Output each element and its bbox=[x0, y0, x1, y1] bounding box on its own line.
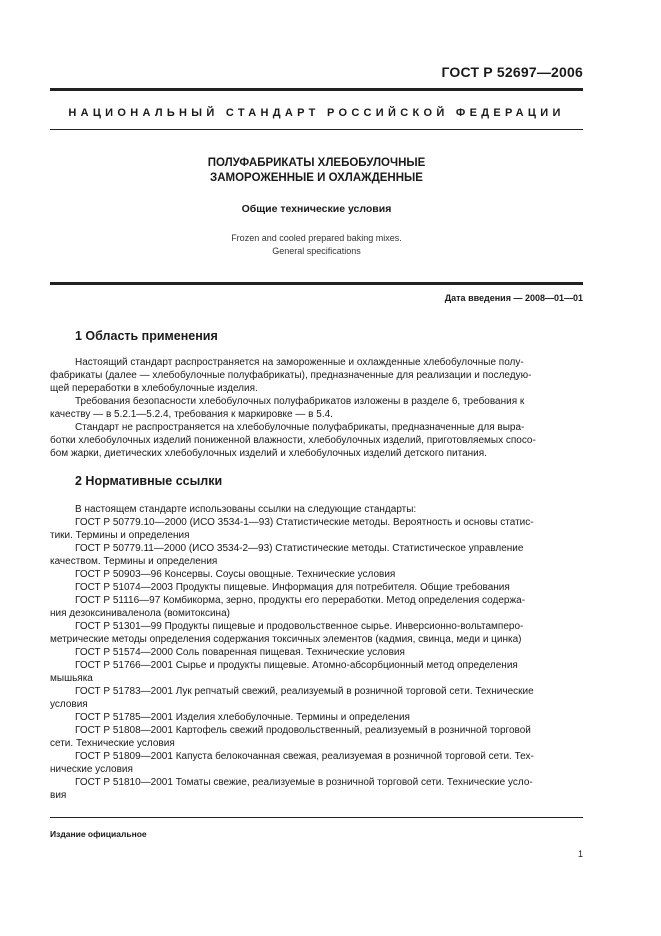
section2-line: метрические методы определения содержания токсичных элементов (кадмия, свинца, меди и цинка) bbox=[50, 634, 522, 645]
section1-line: ботки хлебобулочных изделий пониженной влажности, хлебобулочных изделий, приготовляемых спосо- bbox=[50, 435, 536, 446]
section2-line: вия bbox=[50, 790, 67, 801]
english-title bbox=[50, 232, 583, 258]
section-2-body bbox=[50, 503, 583, 802]
section-1-heading: 1 Область применения bbox=[75, 329, 218, 343]
official-edition-note: Издание официальное bbox=[50, 829, 147, 839]
title-rule bbox=[50, 282, 583, 285]
section2-line: ГОСТ Р 51301—99 Продукты пищевые и продовольственное сырье. Инверсионно-вольтамперо- bbox=[75, 621, 524, 632]
section2-line: тики. Термины и определения bbox=[50, 530, 190, 541]
section2-line: ГОСТ Р 51766—2001 Сырье и продукты пищевые. Атомно-абсорбционный метод определения bbox=[75, 660, 518, 671]
section2-line: ГОСТ Р 51785—2001 Изделия хлебобулочные. Термины и определения bbox=[75, 712, 410, 723]
document-code: ГОСТ Р 52697—2006 bbox=[441, 64, 583, 80]
section2-line: мышьяка bbox=[50, 673, 93, 684]
section1-line: Настоящий стандарт распространяется на замороженные и охлажденные хлебобулочные полу- bbox=[75, 357, 524, 368]
section2-line: ГОСТ Р 51116—97 Комбикорма, зерно, продукты его переработки. Метод определения содержа- bbox=[75, 595, 526, 606]
english-title-line-1: Frozen and cooled prepared baking mixes. bbox=[231, 233, 402, 243]
document-title bbox=[50, 156, 583, 186]
header-rule-top bbox=[50, 88, 583, 91]
introduction-date: Дата введения — 2008—01—01 bbox=[444, 293, 583, 303]
title-line-1: ПОЛУФАБРИКАТЫ ХЛЕБОБУЛОЧНЫЕ bbox=[207, 157, 426, 169]
section-2-heading: 2 Нормативные ссылки bbox=[75, 474, 223, 488]
footer-rule bbox=[50, 817, 583, 818]
document-subtitle: Общие технические условия bbox=[241, 203, 392, 215]
section2-line: ГОСТ Р 51074—2003 Продукты пищевые. Информация для потребителя. Общие требования bbox=[75, 582, 510, 593]
title-line-2: ЗАМОРОЖЕННЫЕ И ОХЛАЖДЕННЫЕ bbox=[210, 172, 423, 184]
section1-line: бом жарки, диетических хлебобулочных изделий и хлебобулочных изделий детского питания. bbox=[50, 448, 487, 459]
section2-line: ГОСТ Р 50779.11—2000 (ИСО 3534-2—93) Статистические методы. Статистическое управление bbox=[75, 543, 524, 554]
section2-line: ГОСТ Р 51783—2001 Лук репчатый свежий, реализуемый в розничной торговой сети. Технические bbox=[75, 686, 534, 697]
section2-line: ГОСТ Р 51574—2000 Соль поваренная пищевая. Технические условия bbox=[75, 647, 405, 658]
section2-line: ния дезоксиниваленола (вомитоксина) bbox=[50, 608, 230, 619]
section2-line: В настоящем стандарте использованы ссылки на следующие стандарты: bbox=[75, 504, 417, 515]
section1-line: Требования безопасности хлебобулочных полуфабрикатов изложены в разделе 6, требования к bbox=[75, 396, 525, 407]
section1-line: качеству — в 5.2.1—5.2.4, требования к маркировке — в 5.4. bbox=[50, 409, 333, 420]
section2-line: ГОСТ Р 51810—2001 Томаты свежие, реализуемые в розничной торговой сети. Технические усло- bbox=[75, 777, 533, 788]
standard-title: НАЦИОНАЛЬНЫЙ СТАНДАРТ РОССИЙСКОЙ ФЕДЕРАЦИИ bbox=[68, 107, 565, 119]
section2-line: качеством. Термины и определения bbox=[50, 556, 218, 567]
section1-line: Стандарт не распространяется на хлебобулочные полуфабрикаты, предназначенные для выра- bbox=[75, 422, 525, 433]
section2-line: условия bbox=[50, 699, 88, 710]
section-1-body bbox=[50, 356, 583, 460]
section2-line: ГОСТ Р 51808—2001 Картофель свежий продовольственный, реализуемый в розничной торговой bbox=[75, 725, 531, 736]
section2-line: ГОСТ Р 51809—2001 Капуста белокочанная свежая, реализуемая в розничной торговой сети. Тех- bbox=[75, 751, 534, 762]
section2-line: нические условия bbox=[50, 764, 133, 775]
section2-line: ГОСТ Р 50903—96 Консервы. Соусы овощные. Технические условия bbox=[75, 569, 396, 580]
section2-line: ГОСТ Р 50779.10—2000 (ИСО 3534-1—93) Статистические методы. Вероятность и основы статис- bbox=[75, 517, 534, 528]
header-rule-bottom bbox=[50, 129, 583, 130]
english-title-line-2: General specifications bbox=[272, 246, 361, 256]
page-number: 1 bbox=[577, 849, 583, 859]
section1-line: щей переработки в хлебобулочные изделия. bbox=[50, 383, 258, 394]
section2-line: сети. Технические условия bbox=[50, 738, 175, 749]
section1-line: фабрикаты (далее — хлебобулочные полуфабрикаты), предназначенные для реализации и последую- bbox=[50, 370, 532, 381]
